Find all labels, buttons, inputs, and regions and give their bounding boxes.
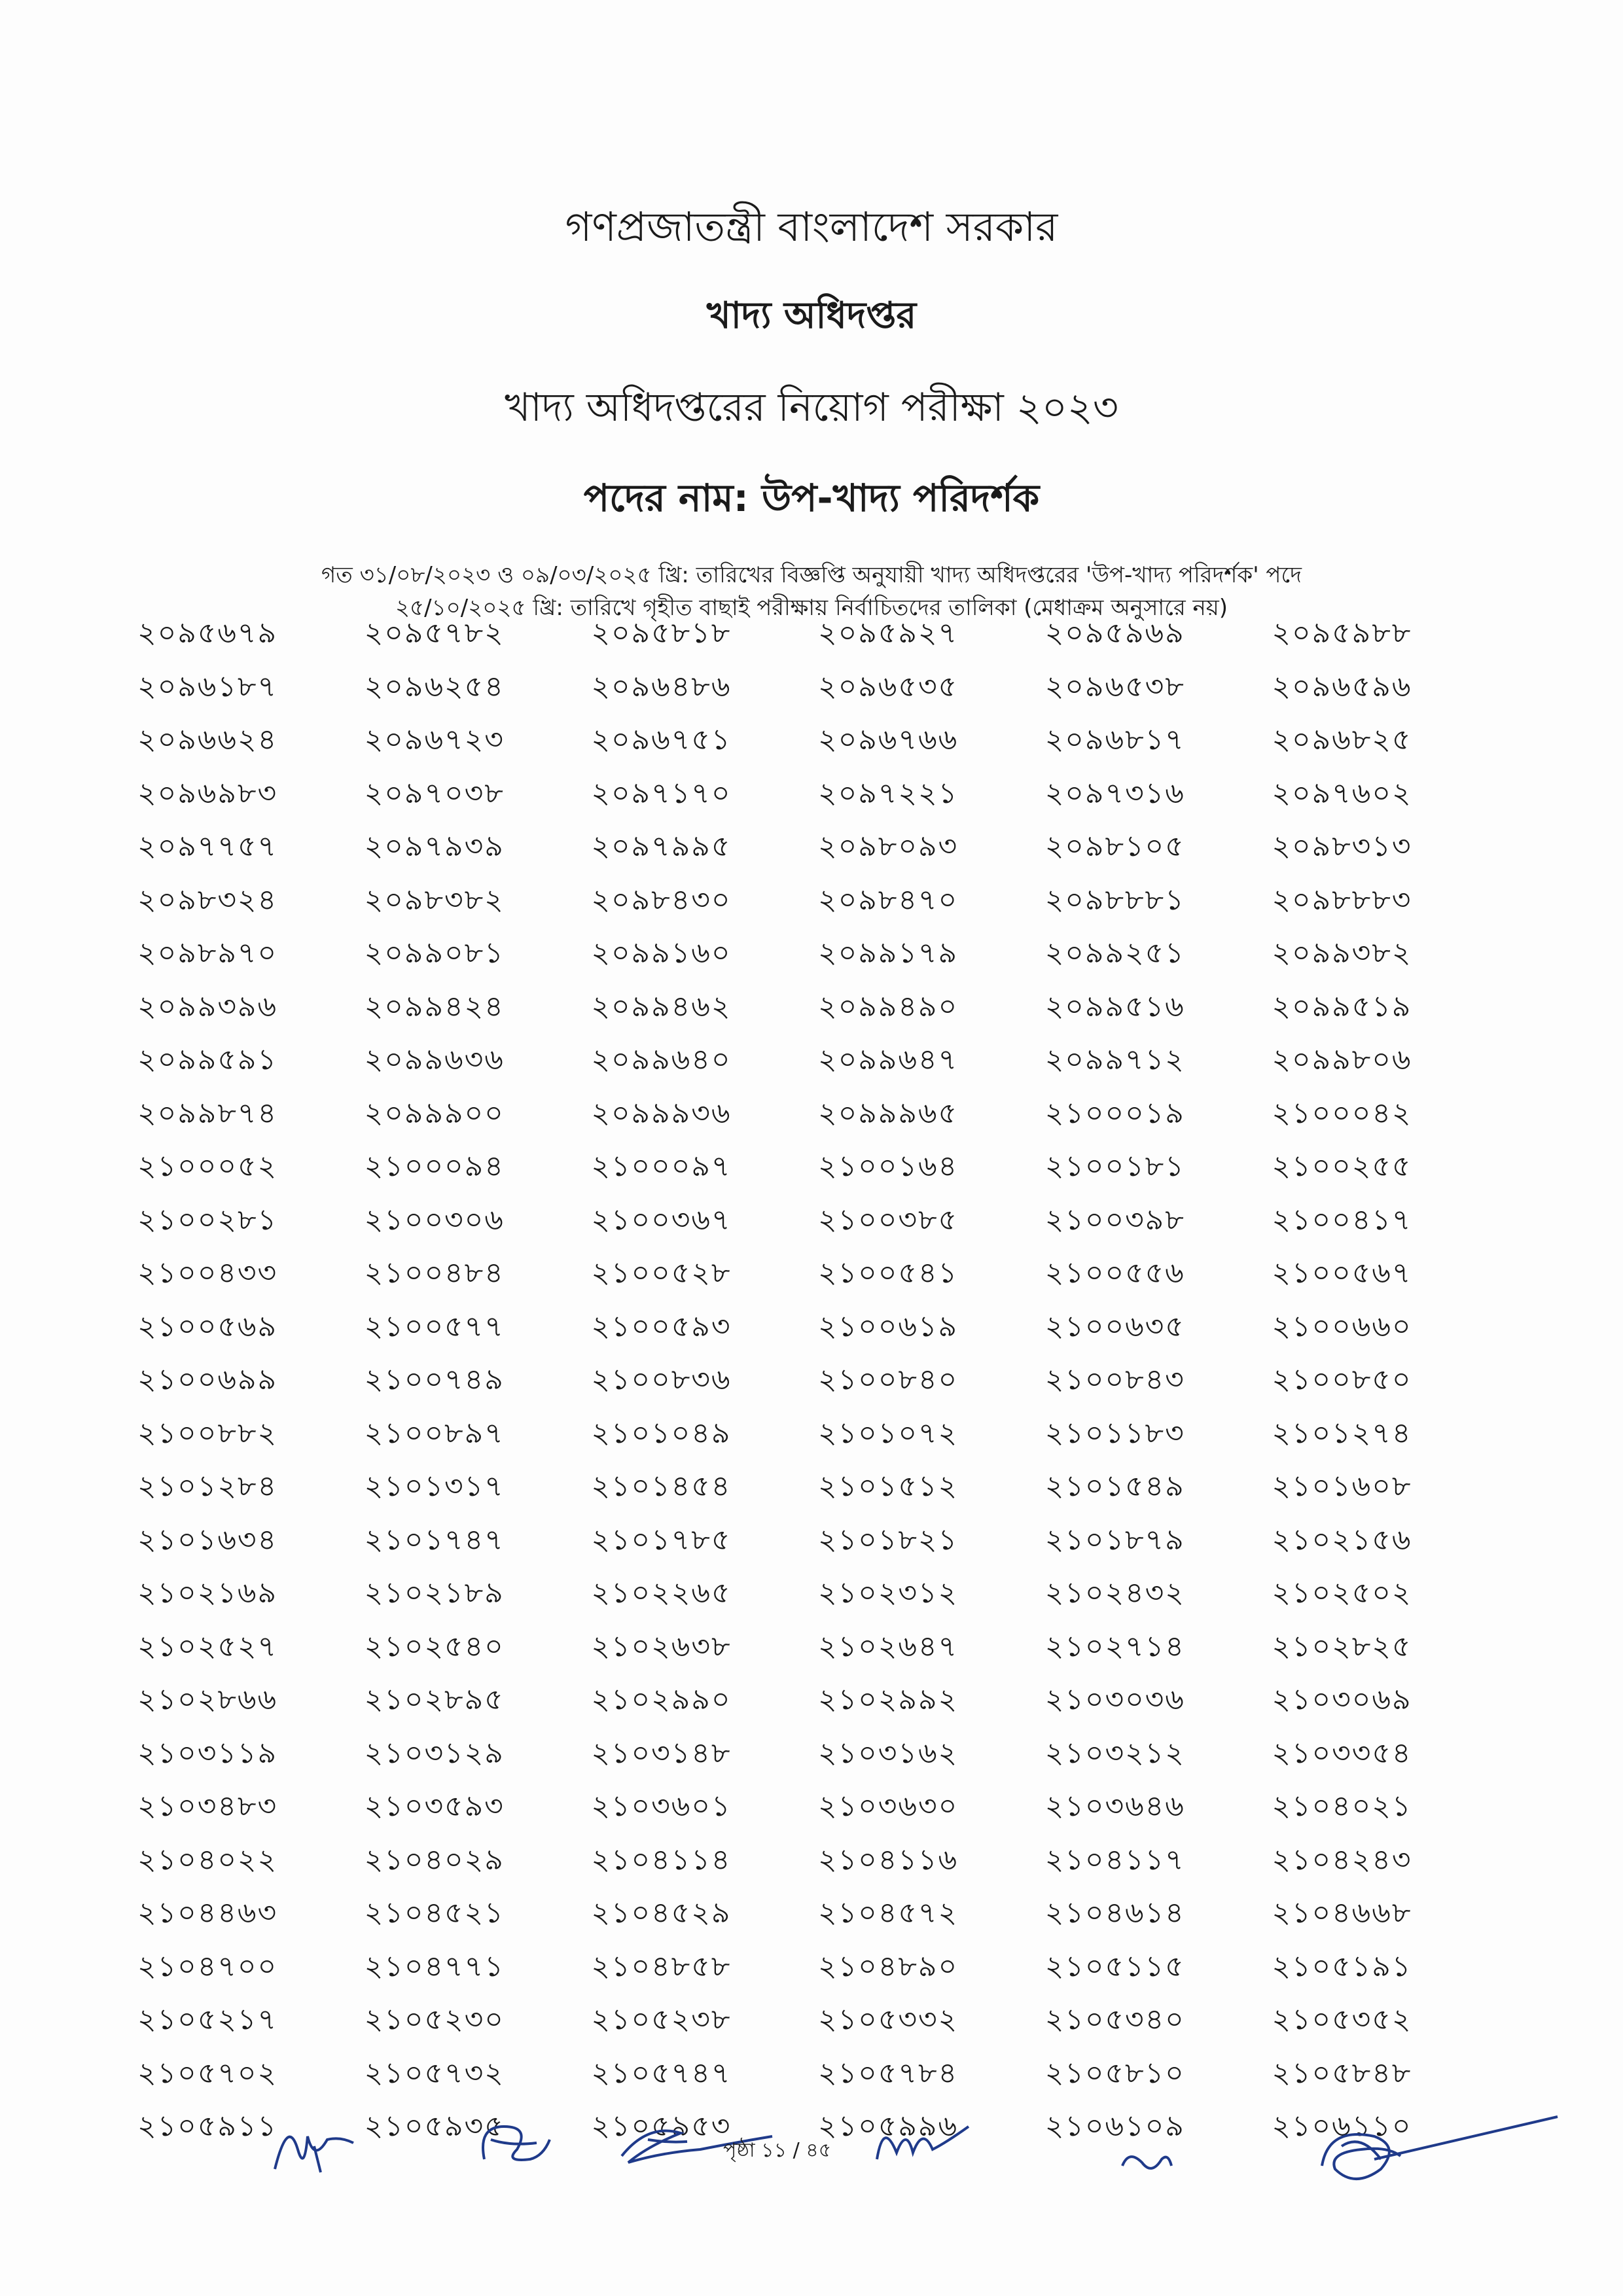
roll-number: ২১০০৬৬০: [1272, 1309, 1412, 1343]
roll-number: ২০৯৯১৬০: [591, 936, 732, 970]
roll-number: ২০৯৮৩৮২: [364, 883, 505, 917]
roll-number: ২১০০৩৮৫: [818, 1203, 959, 1237]
roll-number: ২১০০৫২৮: [591, 1256, 732, 1290]
roll-number: ২০৯৯৮০৬: [1272, 1043, 1412, 1077]
roll-number: ২০৯৫৯২৭: [818, 616, 959, 650]
roll-number: ২১০০৪১৭: [1272, 1203, 1412, 1237]
roll-number-grid: [137, 609, 1499, 2155]
roll-row: [137, 928, 1499, 982]
roll-number: ২০৯৫৬৭৯: [137, 616, 278, 650]
roll-number: ২০৯৯৯০০: [364, 1096, 505, 1130]
document-header: [0, 196, 1623, 624]
roll-number: ২১০০১৮১: [1044, 1150, 1185, 1184]
department-title: খাদ্য অধিদপ্তর: [706, 294, 917, 337]
roll-number: ২১০৪২৪৩: [1272, 1843, 1412, 1877]
roll-number: ২০৯৯৬৪০: [591, 1043, 732, 1077]
roll-number: ২১০৪০২১: [1272, 1790, 1412, 1824]
roll-row: [137, 1195, 1499, 1249]
roll-number: ২১০০৭৪৯: [364, 1363, 505, 1397]
roll-number: ২০৯৯০৮১: [364, 936, 505, 970]
roll-number: ২১০০১৬৪: [818, 1150, 959, 1184]
roll-number: ২১০০৫৪১: [818, 1256, 959, 1290]
roll-number: ২১০৩১৬২: [818, 1736, 959, 1770]
roll-number: ২১০৩৫৯৩: [364, 1790, 505, 1824]
roll-number: ২০৯৮১০৫: [1044, 830, 1185, 864]
roll-row: [137, 609, 1499, 662]
roll-number: ২১০২৩১২: [818, 1576, 959, 1610]
roll-number: ২১০০৮৪৩: [1044, 1363, 1185, 1397]
roll-number: ২০৯৯৪৯০: [818, 989, 959, 1023]
roll-number: ২১০১২৮৪: [137, 1470, 278, 1504]
roll-number: ২১০৪৫২১: [364, 1896, 505, 1930]
exam-title: খাদ্য অধিদপ্তরের নিয়োগ পরীক্ষা ২০২৩: [505, 385, 1118, 431]
roll-number: ২০৯৯৯৬৫: [818, 1096, 959, 1130]
roll-row: [137, 982, 1499, 1036]
roll-number: ২০৯৯৫৯১: [137, 1043, 277, 1077]
signature-2: [471, 2113, 556, 2172]
roll-number: ২০৯৫৯৮৮: [1272, 616, 1412, 650]
roll-number: ২০৯৯৩৯৬: [137, 989, 278, 1023]
roll-number: ২১০০৮৫০: [1272, 1363, 1412, 1397]
roll-number: ২১০২৫৪০: [364, 1629, 505, 1663]
roll-row: [137, 769, 1499, 822]
roll-number: ২১০৪৬৬৮: [1272, 1896, 1412, 1930]
roll-number: ২১০৫২৩০: [364, 2003, 505, 2037]
roll-number: ২১০০৩৯৮: [1044, 1203, 1185, 1237]
roll-number: ২০৯৬৪৮৬: [591, 669, 732, 703]
signature-1: [268, 2110, 366, 2182]
roll-number: ২১০৫৭৮৪: [818, 2056, 959, 2090]
roll-number: ২১০০৮৯৭: [364, 1416, 505, 1450]
roll-number: ২১০১৬০৮: [1272, 1470, 1412, 1504]
roll-number: ২০৯৯৫১৬: [1044, 989, 1185, 1023]
roll-number: ২১০০০৯৭: [591, 1150, 732, 1184]
roll-number: ২১০৫৮৪৮: [1272, 2056, 1412, 2090]
roll-number: ২০৯৮৩১৩: [1272, 830, 1412, 864]
signature-5: [1113, 2140, 1178, 2185]
roll-number: ২১০১৫৪৯: [1044, 1470, 1185, 1504]
roll-number: ২১০৪৪৬৩: [137, 1896, 278, 1930]
roll-number: ২০৯৭৭৫৭: [137, 830, 278, 864]
roll-row: [137, 1622, 1499, 1676]
roll-number: ২১০৬১০৯: [1044, 2110, 1185, 2144]
roll-number: ২০৯৫৮১৮: [591, 616, 732, 650]
roll-number: ২০৯৮৮৮১: [1044, 883, 1185, 917]
roll-number: ২১০৫৯১১: [137, 2110, 277, 2144]
roll-number: ২০৯৭৯৯৫: [591, 830, 732, 864]
roll-row: [137, 1515, 1499, 1569]
roll-number: ২১০০২৮১: [137, 1203, 278, 1237]
roll-number: ২১০১০৭২: [818, 1416, 959, 1450]
roll-number: ২১০০৪৮৪: [364, 1256, 505, 1290]
roll-number: ২১০০০৯৪: [364, 1150, 505, 1184]
roll-number: ২০৯৯৬৪৭: [818, 1043, 959, 1077]
roll-number: ২০৯৮৮৮৩: [1272, 883, 1412, 917]
roll-number: ২০৯৮৪৩০: [591, 883, 732, 917]
roll-number: ২১০৫১১৫: [1044, 1949, 1185, 1983]
roll-row: [137, 715, 1499, 769]
roll-number: ২১০৪৮৯০: [818, 1949, 959, 1983]
roll-number: ২১০৪৬১৪: [1044, 1896, 1185, 1930]
signature-area: [0, 2107, 1623, 2205]
roll-number: ২০৯৯৯৩৬: [591, 1096, 732, 1130]
roll-number: ২০৯৮৩২৪: [137, 883, 278, 917]
roll-number: ২১০০০৪২: [1272, 1096, 1412, 1130]
roll-number: ২১০২১৬৯: [137, 1576, 278, 1610]
roll-row: [137, 822, 1499, 875]
signature-4: [870, 2113, 975, 2172]
roll-number: ২১০৩২১২: [1044, 1736, 1185, 1770]
roll-number: ২১০০৫৭৭: [364, 1309, 505, 1343]
roll-number: ২১০৩৬০১: [591, 1790, 732, 1824]
roll-row: [137, 1835, 1499, 1889]
roll-row: [137, 1995, 1499, 2049]
roll-number: ২১০২৮২৫: [1272, 1629, 1412, 1663]
roll-number: ২১০২১৫৬: [1272, 1523, 1412, 1557]
roll-number: ২০৯৬৭২৩: [364, 723, 505, 757]
roll-number: ২১০৩৩৫৪: [1272, 1736, 1412, 1770]
roll-number: ২০৯৯৭১২: [1044, 1043, 1185, 1077]
roll-number: ২১০৫৭৪৭: [591, 2056, 732, 2090]
roll-row: [137, 1675, 1499, 1729]
roll-number: ২১০১৭৮৫: [591, 1523, 732, 1557]
roll-number: ২১০৩১১৯: [137, 1736, 278, 1770]
roll-number: ২১০৪১১৪: [591, 1843, 732, 1877]
government-title: গণপ্রজাতন্ত্রী বাংলাদেশ সরকার: [565, 203, 1058, 251]
roll-number: ২০৯৭০৩৮: [364, 776, 505, 810]
roll-number: ২১০২৯৯০: [591, 1683, 732, 1717]
roll-number: ২০৯৬৭৬৬: [818, 723, 959, 757]
roll-number: ২১০৫৩৫২: [1272, 2003, 1412, 2037]
roll-number: ২০৯৯৫১৯: [1272, 989, 1412, 1023]
roll-number: ২১০০৩৬৭: [591, 1203, 732, 1237]
roll-number: ২১০৩৪৮৩: [137, 1790, 278, 1824]
roll-number: ২১০১২৭৪: [1272, 1416, 1412, 1450]
roll-row: [137, 1142, 1499, 1195]
roll-number: ২১০২৮৬৬: [137, 1683, 278, 1717]
roll-number: ২১০৪৫২৯: [591, 1896, 732, 1930]
roll-number: ২১০১৩১৭: [364, 1470, 505, 1504]
roll-number: ২১০৩৬৩০: [818, 1790, 959, 1824]
roll-number: ২১০৫৭৩২: [364, 2056, 505, 2090]
roll-number: ২১০১৮৭৯: [1044, 1523, 1185, 1557]
roll-row: [137, 1302, 1499, 1356]
roll-number: ২১০২৬৪৭: [818, 1629, 959, 1663]
roll-number: ২১০১৫১২: [818, 1470, 959, 1504]
roll-number: ২১০৪১১৭: [1044, 1843, 1185, 1877]
roll-number: ২১০০৫৬৭: [1272, 1256, 1412, 1290]
roll-number: ২০৯৬৫৩৮: [1044, 669, 1185, 703]
roll-number: ২১০০৬৩৫: [1044, 1309, 1185, 1343]
roll-row: [137, 1568, 1499, 1622]
page-number: পৃষ্ঠা ১১ / ৪৫: [723, 2139, 832, 2162]
roll-number: ২১০২৫০২: [1272, 1576, 1412, 1610]
roll-number: ২১০২৭১৪: [1044, 1629, 1185, 1663]
roll-row: [137, 1942, 1499, 1996]
roll-row: [137, 875, 1499, 929]
roll-number: ২১০১০৪৯: [591, 1416, 732, 1450]
roll-number: ২১০৫৩৪০: [1044, 2003, 1185, 2037]
roll-number: ২০৯৬৫৯৬: [1272, 669, 1412, 703]
roll-number: ২০৯৬২৫৪: [364, 669, 505, 703]
roll-number: ২১০৪৭০০: [137, 1949, 278, 1983]
notice-line-1: গত ৩১/০৮/২০২৩ ও ০৯/০৩/২০২৫ খ্রি: তারিখের বিজ্ঞপ্তি অনুযায়ী খাদ্য অধিদপ্তরের 'উপ-খাদ্য পরিদর্শক' পদে: [321, 562, 1302, 588]
roll-number: ২১০৫৭০২: [137, 2056, 278, 2090]
roll-number: ২০৯৭২২১: [818, 776, 959, 810]
roll-number: ২১০৩১২৯: [364, 1736, 505, 1770]
roll-number: ২১০৫৯৩৫: [364, 2110, 505, 2144]
roll-number: ২০৯৬৬২৪: [137, 723, 278, 757]
roll-number: ২০৯৬৯৮৩: [137, 776, 278, 810]
roll-number: ২০৯৯৩৮২: [1272, 936, 1412, 970]
roll-number: ২০৯৭৯৩৯: [364, 830, 505, 864]
roll-number: ২০৯৭৩১৬: [1044, 776, 1185, 810]
roll-number: ২১০২৫২৭: [137, 1629, 278, 1663]
roll-row: [137, 1089, 1499, 1142]
roll-number: ২১০১৬৩৪: [137, 1523, 278, 1557]
roll-row: [137, 1729, 1499, 1782]
roll-number: ২০৯৯১৭৯: [818, 936, 959, 970]
roll-number: ২১০২২৬৫: [591, 1576, 732, 1610]
roll-number: ২১০০৮৪০: [818, 1363, 959, 1397]
roll-number: ২০৯৬৮১৭: [1044, 723, 1185, 757]
roll-number: ২১০৫৯৯৬: [818, 2110, 959, 2144]
roll-number: ২১০৩১৪৮: [591, 1736, 732, 1770]
roll-row: [137, 1782, 1499, 1835]
roll-number: ২১০৫৮১০: [1044, 2056, 1185, 2090]
roll-number: ২১০৩০৩৬: [1044, 1683, 1185, 1717]
roll-number: ২০৯৯৬৩৬: [364, 1043, 505, 1077]
roll-number: ২১০৫২১৭: [137, 2003, 278, 2037]
roll-number: ২১০০৮৩৬: [591, 1363, 732, 1397]
roll-number: ২০৯৮০৯৩: [818, 830, 959, 864]
roll-number: ২১০৫৯৫৩: [591, 2110, 732, 2144]
roll-number: ২১০৩৬৪৬: [1044, 1790, 1185, 1824]
roll-number: ২০৯৬৮২৫: [1272, 723, 1412, 757]
roll-number: ২০৯৫৯৬৯: [1044, 616, 1185, 650]
roll-row: [137, 1409, 1499, 1462]
roll-number: ২১০৪৭৭১: [364, 1949, 505, 1983]
roll-number: ২০৯৮৪৭০: [818, 883, 959, 917]
roll-number: ২১০০২৫৫: [1272, 1150, 1412, 1184]
roll-number: ২০৯৭৬০২: [1272, 776, 1412, 810]
roll-number: ২১০২৬৩৮: [591, 1629, 732, 1663]
roll-number: ২১০২১৮৯: [364, 1576, 505, 1610]
roll-number: ২০৯৯৪৬২: [591, 989, 732, 1023]
roll-row: [137, 1888, 1499, 1942]
roll-number: ২১০৫১৯১: [1272, 1949, 1412, 1983]
roll-number: ২১০০৮৮২: [137, 1416, 278, 1450]
roll-number: ২১০০৫৫৬: [1044, 1256, 1185, 1290]
roll-number: ২১০৫৩৩২: [818, 2003, 959, 2037]
roll-number: ২১০১১৮৩: [1044, 1416, 1185, 1450]
roll-number: ২০৯৬৫৩৫: [818, 669, 959, 703]
roll-number: ২১০২৪৩২: [1044, 1576, 1185, 1610]
roll-number: ২০৯৮৯৭০: [137, 936, 278, 970]
roll-number: ২১০০৫৯৩: [591, 1309, 732, 1343]
notice-line-2: ২৫/১০/২০২৫ খ্রি: তারিখে গৃহীত বাছাই পরীক্ষায় নির্বাচিতদের তালিকা (মেধাক্রম অনুসারে নয়): [395, 595, 1228, 621]
roll-number: ২১০৪০২২: [137, 1843, 278, 1877]
roll-number: ২০৯৯৪২৪: [364, 989, 505, 1023]
roll-number: ২১০৪৫৭২: [818, 1896, 959, 1930]
roll-number: ২১০১৭৪৭: [364, 1523, 505, 1557]
roll-number: ২০৯৯২৫১: [1044, 936, 1185, 970]
roll-number: ২০৯৬৭৫১: [591, 723, 732, 757]
roll-row: [137, 1035, 1499, 1089]
roll-number: ২১০৪৮৫৮: [591, 1949, 732, 1983]
roll-number: ২০৯৯৮৭৪: [137, 1096, 278, 1130]
roll-number: ২১০৬১১০: [1272, 2110, 1412, 2144]
roll-number: ২১০০৩০৬: [364, 1203, 505, 1237]
roll-number: ২১০০৫৬৯: [137, 1309, 278, 1343]
roll-number: ২১০৩০৬৯: [1272, 1683, 1412, 1717]
roll-number: ২১০১৮২১: [818, 1523, 959, 1557]
roll-number: ২১০১৪৫৪: [591, 1470, 732, 1504]
roll-number: ২০৯৭১৭০: [591, 776, 732, 810]
roll-number: ২১০০৬১৯: [818, 1309, 959, 1343]
roll-number: ২১০৪০২৯: [364, 1843, 505, 1877]
roll-number: ২১০২৯৯২: [818, 1683, 959, 1717]
post-name: পদের নাম: উপ-খাদ্য পরিদর্শক: [583, 476, 1040, 520]
roll-row: [137, 2049, 1499, 2102]
roll-number: ২১০০৬৯৯: [137, 1363, 278, 1397]
roll-row: [137, 1462, 1499, 1515]
roll-row: [137, 1248, 1499, 1302]
roll-number: ২১০০০৫২: [137, 1150, 278, 1184]
signature-6: [1302, 2107, 1564, 2192]
roll-number: ২১০৪১১৬: [818, 1843, 959, 1877]
roll-row: [137, 1355, 1499, 1409]
roll-number: ২০৯৬১৮৭: [137, 669, 278, 703]
roll-number: ২১০০৪৩৩: [137, 1256, 278, 1290]
roll-number: ২১০০০১৯: [1044, 1096, 1185, 1130]
roll-number: ২০৯৫৭৮২: [364, 616, 505, 650]
roll-row: [137, 662, 1499, 716]
roll-number: ২১০২৮৯৫: [364, 1683, 505, 1717]
roll-number: ২১০৫২৩৮: [591, 2003, 732, 2037]
